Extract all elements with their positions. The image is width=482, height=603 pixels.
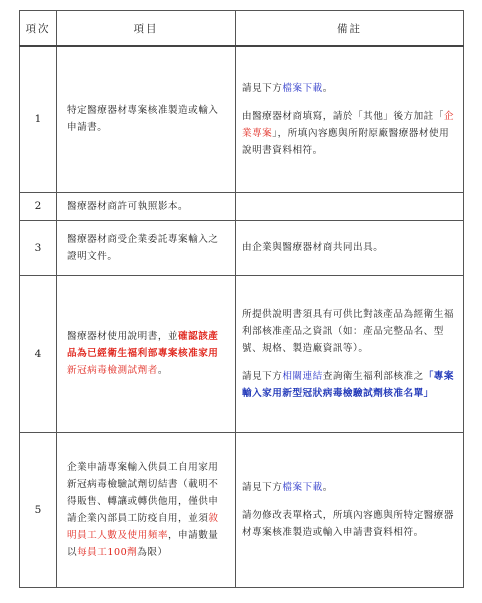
item-text: 。 <box>157 365 168 376</box>
note-text: 。 <box>322 481 333 493</box>
header-item: 項目 <box>57 11 236 47</box>
table-row <box>20 46 464 192</box>
header-note: 備註 <box>236 11 464 47</box>
note-link-paragraph <box>242 368 455 402</box>
row-item <box>57 432 236 587</box>
note-text: 請見下方 <box>242 481 283 493</box>
row-note <box>236 46 464 192</box>
note-text: 查詢衛生福利部核准之 <box>322 370 424 382</box>
note-download-line <box>242 479 455 496</box>
row-note <box>236 432 464 587</box>
note-paragraph: 請勿修改表單格式，所填內容應與所特定醫療器材專案核准製造或輸入申請書資料相符。 <box>242 509 454 538</box>
header-no: 項次 <box>20 11 57 47</box>
note-text: 由醫療器材商填寫，請於「其他」後方加註「 <box>242 110 444 122</box>
row-number: 5 <box>20 432 57 587</box>
note-text: 。 <box>322 82 333 94</box>
note-text: 」，所填內容應與所附原廠醫療器材使用說明書資料相符。 <box>242 127 450 156</box>
row-item: 特定醫療器材專案核准製造或輸入申請書。 <box>57 46 236 192</box>
table-row <box>20 220 464 275</box>
related-link[interactable]: 相關連結 <box>282 370 323 382</box>
approved-list-title: 「專案輸入家用新型冠狀病毒檢驗試劑核准名單」 <box>242 370 454 399</box>
note-instruction <box>242 108 455 159</box>
file-download-link[interactable]: 檔案下載 <box>282 481 323 493</box>
row-note <box>236 275 464 432</box>
row-number: 1 <box>20 46 57 192</box>
note-text: 請見下方 <box>242 82 283 94</box>
row-item: 醫療器材商許可執照影本。 <box>57 192 236 220</box>
highlight-text: 敘明員工人數及使用頻率 <box>67 512 219 541</box>
row-item: 醫療器材商受企業委託專案輸入之證明文件。 <box>57 220 236 275</box>
row-number: 3 <box>20 220 57 275</box>
highlight-text: 每員工100劑 <box>77 546 138 558</box>
row-number: 2 <box>20 192 57 220</box>
highlight-text: 確認該產品為已經衛生福利部專案核准家用 <box>67 331 219 359</box>
highlight-text: 企業專案 <box>242 110 454 139</box>
note-paragraph: 所提供說明書須具有可供比對該產品為經衛生福利部核准產品之資訊（如：產品完整品名、型號、規格、製造廠資訊等）。 <box>242 308 454 354</box>
item-text: 企業申請專案輸入供員工自用家用新冠病毒檢驗試劑切結書（載明不得販售、轉讓或轉供他用，僅供申請企業內部員工防疫自用，並須 <box>67 461 219 524</box>
row-item <box>57 275 236 432</box>
highlight-text: 新冠病毒檢測試劑者 <box>67 365 158 376</box>
row-note <box>236 192 464 220</box>
item-text: ，申請數量以 <box>67 529 219 558</box>
table-row <box>20 432 464 587</box>
note-text: 請見下方 <box>242 370 283 382</box>
item-text: 醫療器材使用說明書，並 <box>67 331 179 342</box>
item-text: 為限） <box>137 546 168 558</box>
row-note: 由企業與醫療器材商共同出具。 <box>236 220 464 275</box>
table-row <box>20 192 464 220</box>
requirements-table <box>19 10 464 588</box>
table-header-row <box>20 11 464 47</box>
table-row <box>20 275 464 432</box>
row-number: 4 <box>20 275 57 432</box>
note-download-line <box>242 80 455 97</box>
file-download-link[interactable]: 檔案下載 <box>282 82 323 94</box>
